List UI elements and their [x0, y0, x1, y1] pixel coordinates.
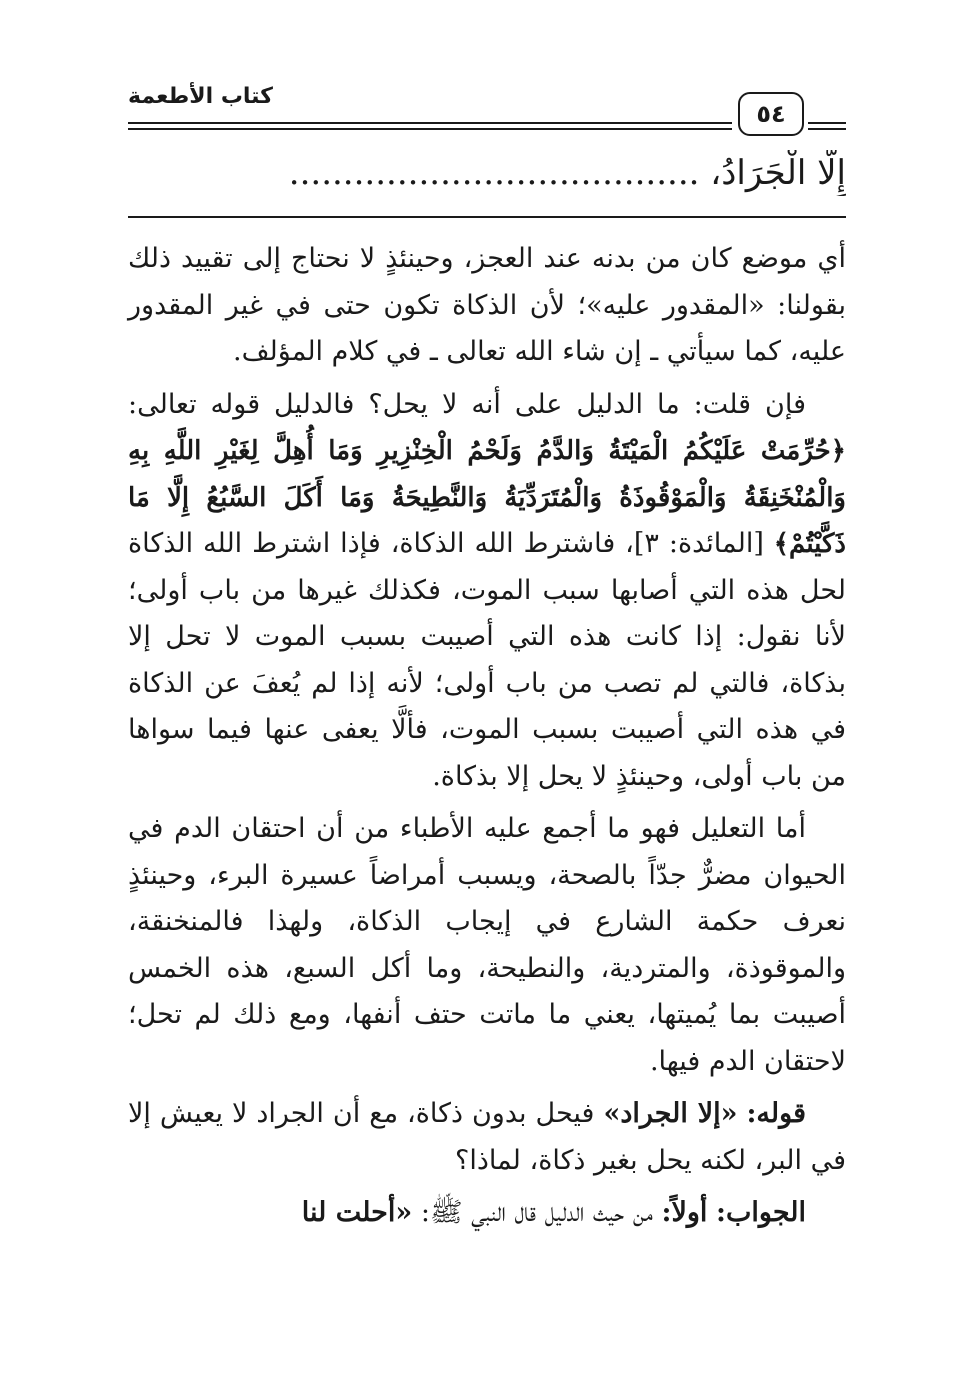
paragraph-1: أي موضع كان من بدنه عند العجز، وحينئذٍ لا نحتاج إلى تقييد ذلك بقولنا: «المقدور عليه»؛ لأن الذكاة تكون حتى في غير المقدور عليه، كما سيأتي ـ إن شاء الله تعالى ـ في كلام المؤلف.	[128, 243, 846, 367]
matn-text: إِلَّا الْجَرَادُ،	[710, 153, 846, 193]
paragraph-2-rest: [المائدة: ٣]، فاشترط الله الذكاة، فإذا اشترط الله الذكاة لحل هذه التي أصابها سبب الموت، فكذلك غيرها من باب أولى؛ لأنا نقول: إذا كانت هذه التي أصيبت بسبب الموت لا تحل إلا بذكاة، فالتي لم تصب من باب أولى؛ لأنه إذا لم يُعفَ عن الذكاة في هذه التي أصيبت بسبب الموت، فألَّا يعفى عنها فيما سواها من باب أولى، وحينئذٍ لا يحل إلا بذكاة.	[128, 528, 846, 792]
commentary-body	[128, 236, 846, 1296]
header-rule-right-top	[808, 122, 846, 124]
answer-label: الجواب:	[716, 1197, 806, 1228]
header-rule-right-bottom	[808, 128, 846, 130]
matn-quote: «إلا الجراد»	[603, 1098, 738, 1129]
page-number: ٥٤	[738, 92, 804, 136]
paragraph-4-rest: فيحل بدون ذكاة، مع أن الجراد لا يعيش إلا في البر، لكنه يحل بغير ذكاة، لماذا؟	[128, 1098, 846, 1176]
header-rule-top	[128, 122, 732, 124]
quran-verse: ﴿حُرِّمَتْ عَلَيْكُمُ الْمَيْتَةُ وَالدَّمُ وَلَحْمُ الْخِنْزِيرِ وَمَا أُهِلَّ لِغَيْرِ اللَّهِ بِهِ وَالْمُنْخَنِقَةُ وَالْمَوْقُوذَةُ وَالْمُتَرَدِّيَةُ وَالنَّطِيحَةُ وَمَا أَكَلَ السَّبُعُ إِلَّا مَا ذَكَّيْتُمْ﴾	[128, 436, 846, 559]
paragraph-2-intro: فإن قلت: ما الدليل على أنه لا يحل؟ فالدليل قوله تعالى:	[128, 388, 806, 420]
paragraph-4	[128, 1091, 846, 1184]
header-rule-bottom	[128, 128, 732, 130]
hadith-quote: «أحلت لنا	[301, 1197, 413, 1228]
paragraph-2	[128, 382, 846, 801]
matn-dots: ......................................	[288, 153, 700, 193]
first-point-label: أولاً:	[661, 1197, 708, 1228]
qawluhu-label: قوله:	[746, 1098, 806, 1129]
matn-line	[128, 150, 846, 196]
paragraph-3: أما التعليل فهو ما أجمع عليه الأطباء من أن احتقان الدم في الحيوان مضرٌّ جدّاً بالصحة، ويسبب أمراضاً عسيرة البرء، وحينئذٍ نعرف حكمة الشارع في إيجاب الذكاة، ولهذا فالمنخنقة، والموقوذة، والمتردية، والنطيحة، وما أكل السبع، هذه الخمس أصيبت بما يُميتها، يعني ما ماتت حتف أنفها، ومع ذلك لم تحل؛ لاحتقان الدم فيها.	[128, 813, 846, 1077]
paragraph-5	[128, 1190, 846, 1237]
running-header-title: كتاب الأطعمة	[128, 84, 273, 109]
matn-separator	[128, 216, 846, 218]
paragraph-5-rest: من حيث الدليل قال النبي ﷺ:	[420, 1197, 653, 1228]
